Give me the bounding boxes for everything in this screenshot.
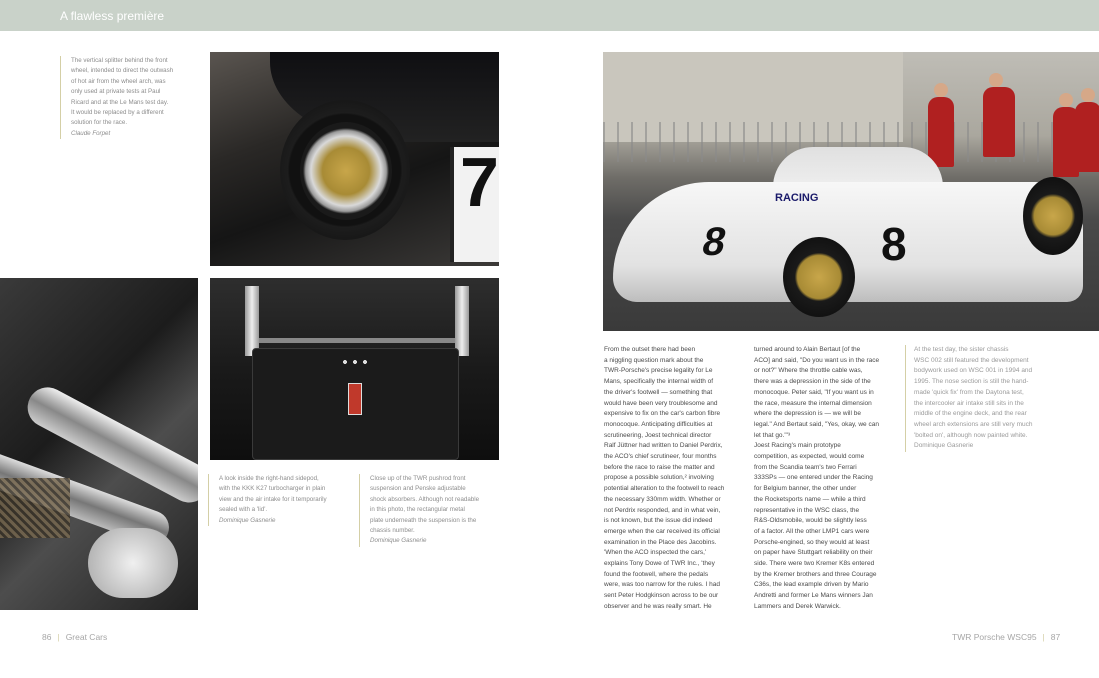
text-line: suspension and Penske adjustable — [370, 485, 466, 493]
suspension-rail — [250, 338, 460, 343]
text-line: potential alteration to the footwell to reach — [604, 485, 725, 493]
text-line: From the outset there had been — [604, 346, 696, 353]
text-line: Ricard and at the Le Mans test day. — [71, 98, 169, 106]
text-line: in this photo, the rectangular metal — [370, 506, 465, 514]
text-line: propose a possible solution,² involving — [604, 474, 714, 482]
text-line: or not?" Where the throttle cable was, — [754, 367, 863, 375]
text-line: observer and he was really smart. He — [604, 602, 712, 610]
nose-number: 8 — [698, 220, 731, 264]
photo-turbo-sidepod — [0, 278, 198, 610]
text-line: for Belgium banner, the other under — [754, 485, 857, 493]
text-line: sealed with a 'lid'. — [219, 506, 268, 514]
text-line: view and the air intake for it temporarily — [219, 495, 327, 503]
mechanic — [928, 97, 954, 167]
text-line: Andretti and former Le Mans winners Jan — [754, 592, 873, 600]
text-line: not Perdrix responded, and in what vein, — [604, 506, 721, 514]
text-line: Ralf Jüttner had written to Daniel Perdrix, — [604, 442, 723, 450]
caption-wheel — [60, 56, 173, 139]
text-line: A look inside the right-hand sidepod, — [219, 475, 319, 482]
text-line: of hot air from the wheel arch, was — [71, 77, 166, 85]
text-line: scrutineering, Joest technical director — [604, 431, 712, 439]
text-line: 'When the ACO inspected the cars,' — [604, 549, 707, 557]
text-line: would have been very troublesome and — [604, 399, 718, 407]
rear-wheel — [1023, 177, 1083, 255]
caption-turbo — [208, 474, 327, 526]
text-line: the Rocketsports name — while a third — [754, 495, 866, 503]
text-line: the race, measure the internal dimension — [754, 399, 872, 407]
front-wheel — [783, 237, 855, 317]
text-line: legal." And Bertaut said, "Yes, okay, we can — [754, 420, 879, 428]
text-line: there was a depression in the side of the — [754, 378, 871, 386]
text-line: only used at private tests at Paul — [71, 88, 161, 96]
side-number: 8 — [881, 218, 907, 270]
chapter-title: A flawless première — [60, 9, 165, 23]
text-line: competition, as expected, would come — [754, 453, 865, 461]
book-title: Great Cars — [65, 632, 108, 642]
text-line: The vertical splitter behind the front — [71, 57, 168, 64]
text-line: Porsche-engined, so they would at least — [754, 538, 870, 546]
text-line: 1995. The nose section is still the hand- — [914, 378, 1029, 386]
text-line: where the depression is — we will be — [754, 410, 861, 418]
text-line: 'bolted on', although now painted white. — [914, 431, 1028, 439]
shock-absorber-right — [455, 286, 469, 356]
text-line: 333SPs — one entered under the Racing — [754, 474, 873, 482]
photo-front-suspension — [210, 278, 499, 460]
text-line: Mans, specifically the internal width of — [604, 378, 714, 386]
text-line: a niggling question mark about the — [604, 356, 704, 364]
text-line: with the KKK K27 turbocharger in plain — [219, 485, 326, 493]
text-line: the necessary 330mm width. Whether or — [604, 495, 721, 503]
text-line: let that go."'³ — [754, 431, 791, 439]
text-line: Joest Racing's main prototype — [754, 442, 841, 450]
text-line: found the footwell, where the pedals — [604, 570, 709, 578]
text-line: R&S-Oldsmobile, would be slightly less — [754, 517, 867, 525]
photo-wheel-closeup — [210, 52, 499, 266]
text-line: wheel, intended to direct the outwash — [71, 67, 174, 75]
text-line: monocoque. Anticipating difficulties at — [604, 420, 713, 428]
text-line: Close up of the TWR pushrod front — [370, 475, 466, 482]
text-line: wheel arch extensions are still very much — [914, 420, 1033, 428]
header-bar — [0, 0, 1099, 31]
shock-absorber-left — [245, 286, 259, 356]
text-line: solution for the race. — [71, 119, 128, 127]
text-line: of a factor. All the other LMP1 cars were — [754, 527, 870, 535]
photo-credit: Claude Forpet — [71, 129, 111, 137]
text-line: examination in the Place des Jacobins. — [604, 538, 717, 546]
body-column-1 — [604, 345, 724, 613]
text-line: chassis number. — [370, 527, 415, 535]
text-line: C36s, the lead example driven by Mario — [754, 581, 869, 589]
text-line: monocoque. Peter said, "If you want us in — [754, 388, 874, 396]
caption-suspension — [359, 474, 479, 547]
page-number-left: 86 — [42, 632, 52, 642]
text-line: At the test day, the sister chassis — [914, 346, 1009, 353]
text-line: from the Scandia team's two Ferrari — [754, 463, 857, 471]
text-line: ACO] and said, "Do you want us in the race — [754, 356, 880, 364]
sponsor-decal: RACING — [775, 192, 819, 204]
text-line: expensive to fix on the car's carbon fibre — [604, 410, 721, 418]
body-column-2 — [754, 345, 879, 613]
text-line: explains Tony Dowe of TWR Inc., 'they — [604, 560, 715, 568]
text-line: the intercooler air intake still sits in the — [914, 399, 1024, 407]
text-line: plate underneath the suspension is the — [370, 516, 477, 524]
text-line: emerge when the car received its official — [604, 527, 720, 535]
text-line: on paper have Stuttgart reliability on their — [754, 549, 873, 557]
text-line: Lammers and Derek Warwick. — [754, 602, 841, 610]
text-line: before the race to raise the matter and — [604, 463, 715, 471]
text-line: side. There were two Kremer K8s entered — [754, 560, 875, 568]
footer-right: TWR Porsche WSC95 | 87 — [952, 632, 1061, 642]
chassis-label — [348, 383, 362, 415]
heat-shield — [0, 478, 70, 538]
text-line: sent Peter Hodgkinson across to be our — [604, 592, 719, 600]
text-line: It would be replaced by a different — [71, 109, 164, 117]
photo-credit: Dominique Gasnerie — [914, 442, 974, 450]
footer-left: 86 | Great Cars — [42, 632, 108, 642]
text-line: by the Kremer brothers and three Courage — [754, 570, 877, 578]
turbo-intake — [88, 528, 178, 598]
text-line: middle of the engine deck, and the rear — [914, 410, 1027, 418]
mechanic — [1075, 102, 1099, 172]
text-line: the driver's footwell — something that — [604, 388, 713, 396]
bolts — [340, 358, 370, 366]
body-column-3-caption — [905, 345, 1033, 452]
page-number-right: 87 — [1050, 632, 1061, 642]
mechanic — [983, 87, 1015, 157]
photo-credit: Dominique Gasnerie — [370, 537, 427, 545]
text-line: the ACO's chief scrutineer, four months — [604, 453, 717, 461]
text-line: were, was too narrow for the rules. I had — [604, 581, 720, 589]
chapter-running-title: TWR Porsche WSC95 — [952, 632, 1037, 642]
text-line: bodywork used on WSC 001 in 1994 and — [914, 367, 1033, 375]
text-line: WSC 002 still featured the development — [914, 356, 1029, 364]
text-line: turned around to Alain Bertaut [of the — [754, 346, 861, 353]
text-line: representative in the WSC class, the — [754, 506, 860, 514]
panel-number: 7 — [460, 143, 499, 221]
photo-track-car — [603, 52, 1099, 331]
gold-rim — [300, 122, 392, 220]
text-line: TWR-Porsche's precise legality for Le — [604, 367, 713, 375]
text-line: is not known, but the issue did indeed — [604, 517, 713, 525]
text-line: made 'quick fix' from the Daytona test, — [914, 388, 1024, 396]
text-line: shock absorbers. Although not readable — [370, 495, 480, 503]
photo-credit: Dominique Gasnerie — [219, 516, 276, 524]
